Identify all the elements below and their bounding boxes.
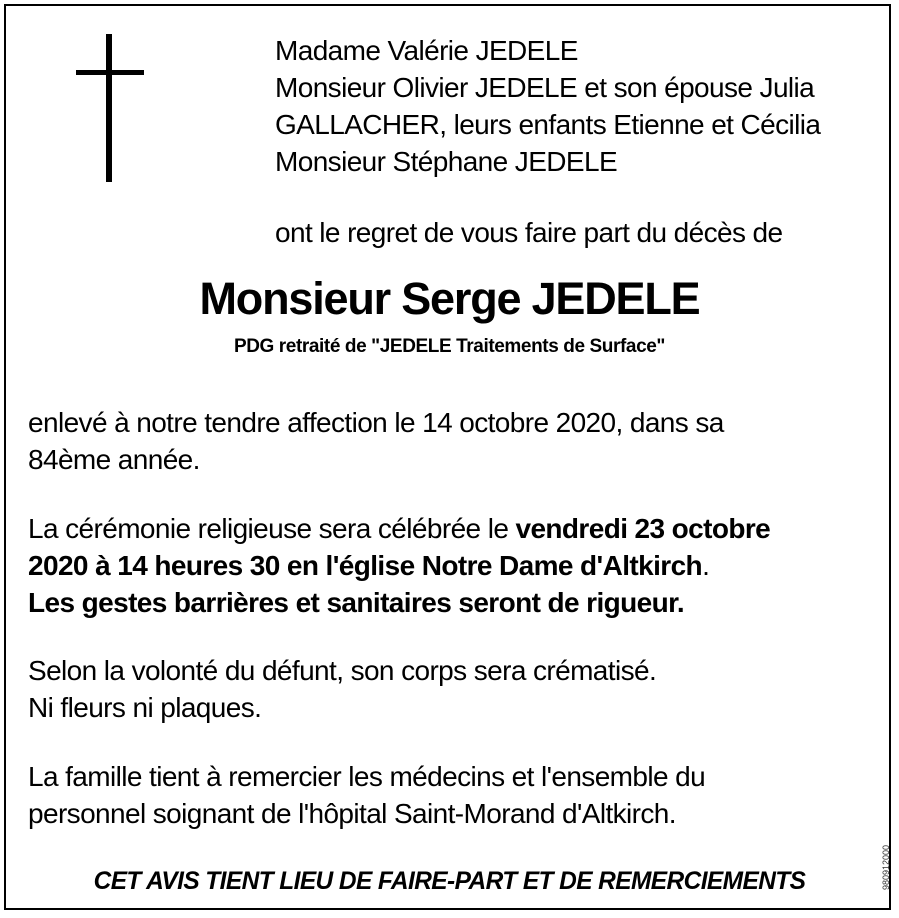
family-member: GALLACHER, leurs enfants Etienne et Cécilia — [275, 109, 821, 140]
deceased-name: Monsieur Serge JEDELE — [199, 273, 700, 324]
latin-cross-icon — [76, 34, 144, 182]
ceremony-date: vendredi 23 octobre — [515, 513, 771, 544]
family-member: Madame Valérie JEDELE — [275, 35, 578, 66]
footer-notice: CET AVIS TIENT LIEU DE FAIRE-PART ET DE REMERCIEMENTS — [93, 867, 806, 895]
family-member: Monsieur Olivier JEDELE et son épouse Julia — [275, 72, 815, 103]
death-line: enlevé à notre tendre affection le 14 octobre 2020, dans sa — [28, 407, 724, 438]
wishes-line: Ni fleurs ni plaques. — [28, 692, 262, 723]
family-member: Monsieur Stéphane JEDELE — [275, 146, 618, 177]
ceremony-place: 2020 à 14 heures 30 en l'église Notre Dame d'Altkirch — [28, 550, 703, 581]
family-list — [275, 32, 875, 180]
announcement-text: ont le regret de vous faire part du décès de — [275, 217, 783, 248]
death-paragraph — [28, 404, 878, 478]
wishes-line: Selon la volonté du défunt, son corps sera crématisé. — [28, 655, 657, 686]
ceremony-paragraph — [28, 510, 878, 621]
thanks-paragraph — [28, 758, 878, 832]
deceased-title: PDG retraité de "JEDELE Traitements de Surface" — [233, 336, 666, 357]
wishes-paragraph — [28, 652, 878, 726]
sanitary-rules: Les gestes barrières et sanitaires seront de rigueur. — [28, 587, 685, 618]
ceremony-period: . — [702, 550, 710, 581]
thanks-line: La famille tient à remercier les médecins et l'ensemble du — [28, 761, 706, 792]
death-line: 84ème année. — [28, 444, 200, 475]
ceremony-intro: La cérémonie religieuse sera célébrée le — [28, 513, 516, 544]
reference-number: 980912000 — [881, 844, 891, 890]
thanks-line: personnel soignant de l'hôpital Saint-Morand d'Altkirch. — [28, 798, 676, 829]
